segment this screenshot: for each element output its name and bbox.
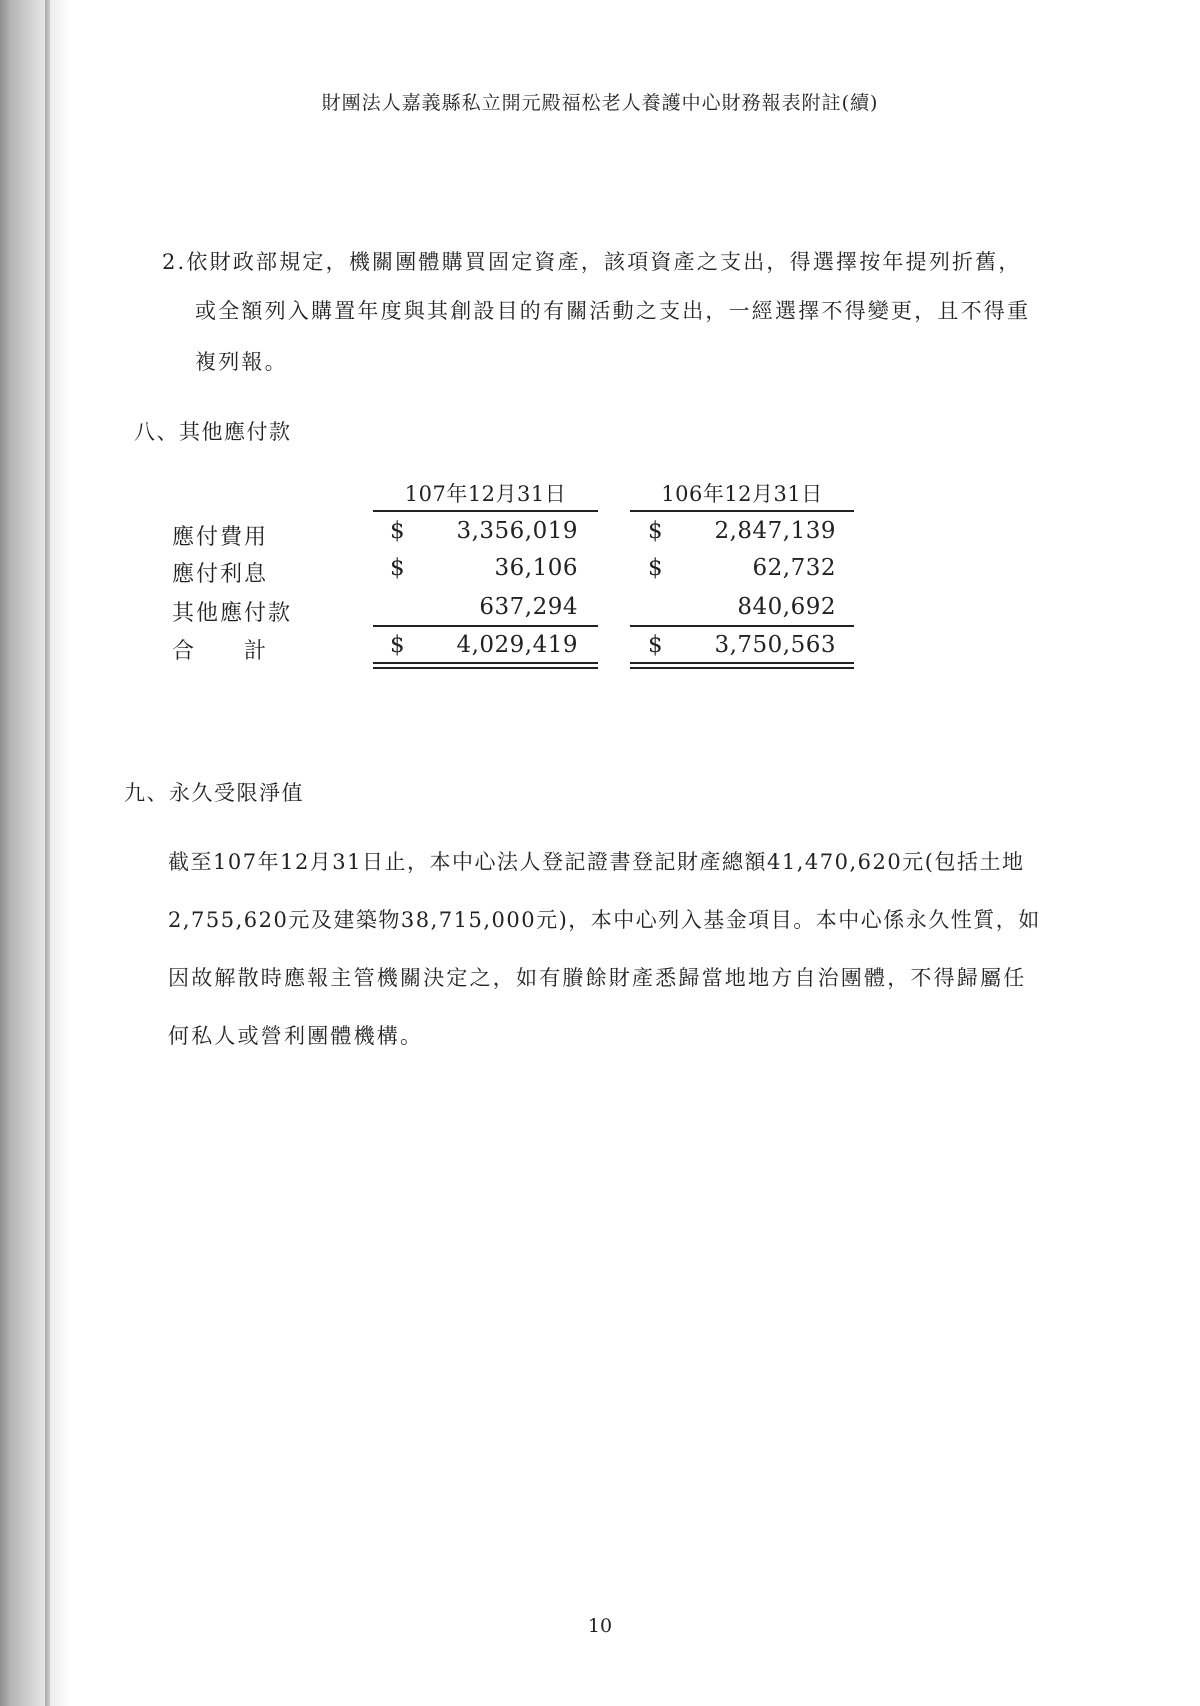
row2-col1-amount: 36,106 [494, 555, 578, 581]
total-col2-amount: 3,750,563 [714, 632, 836, 658]
note2-line1: 2.依財政部規定，機關團體購買固定資產，該項資產之支出，得選擇按年提列折舊， [162, 250, 1022, 274]
row-label-interest-payable: 應付利息 [172, 562, 269, 587]
row1-col1-amount: 3,356,019 [456, 518, 578, 544]
row2-col1-currency: $ [390, 555, 405, 581]
section9-line3: 因故解散時應報主管機關決定之，如有賸餘財產悉歸當地地方自治團體，不得歸屬任 [168, 966, 1027, 990]
section9-line4: 何私人或營利團體機構。 [168, 1024, 424, 1048]
row1-col2-amount: 2,847,139 [714, 518, 836, 544]
total-col2-currency: $ [648, 632, 663, 658]
subtotal-rule-col2 [630, 625, 854, 627]
scan-edge-line [45, 0, 50, 1706]
row-label-total: 合 計 [172, 639, 269, 664]
row3-col1-amount: 637,294 [479, 594, 578, 620]
total-col1-amount: 4,029,419 [456, 632, 578, 658]
page-number: 10 [587, 1615, 613, 1637]
total-col1-currency: $ [390, 632, 405, 658]
col2-header: 106年12月31日 [630, 478, 854, 512]
row1-col1-currency: $ [390, 518, 405, 544]
section9-line2: 2,755,620元及建築物38,715,000元)，本中心列入基金項目。本中心係永久性質，如 [168, 908, 1041, 932]
section8-title: 八、其他應付款 [134, 420, 292, 444]
section9-title: 九、永久受限淨值 [124, 781, 304, 805]
row2-col2-amount: 62,732 [752, 555, 836, 581]
row-label-other-payables: 其他應付款 [172, 601, 293, 626]
scan-edge-shadow [0, 0, 70, 1706]
note2-line2: 或全額列入購置年度與其創設目的有關活動之支出，一經選擇不得變更，且不得重 [195, 299, 1031, 323]
total-double-rule-col1 [373, 662, 598, 669]
row2-col2-currency: $ [648, 555, 663, 581]
row3-col2-amount: 840,692 [737, 594, 836, 620]
page-header: 財團法人嘉義縣私立開元殿福松老人養護中心財務報表附註(續) [321, 92, 879, 114]
row1-col2-currency: $ [648, 518, 663, 544]
row-label-accrued-expenses: 應付費用 [172, 525, 269, 550]
section9-line1: 截至107年12月31日止，本中心法人登記證書登記財產總額41,470,620元(包括土地 [168, 850, 1025, 874]
total-double-rule-col2 [630, 662, 854, 669]
subtotal-rule-col1 [373, 625, 598, 627]
col1-header: 107年12月31日 [373, 478, 598, 512]
note2-line3: 複列報。 [195, 350, 288, 374]
